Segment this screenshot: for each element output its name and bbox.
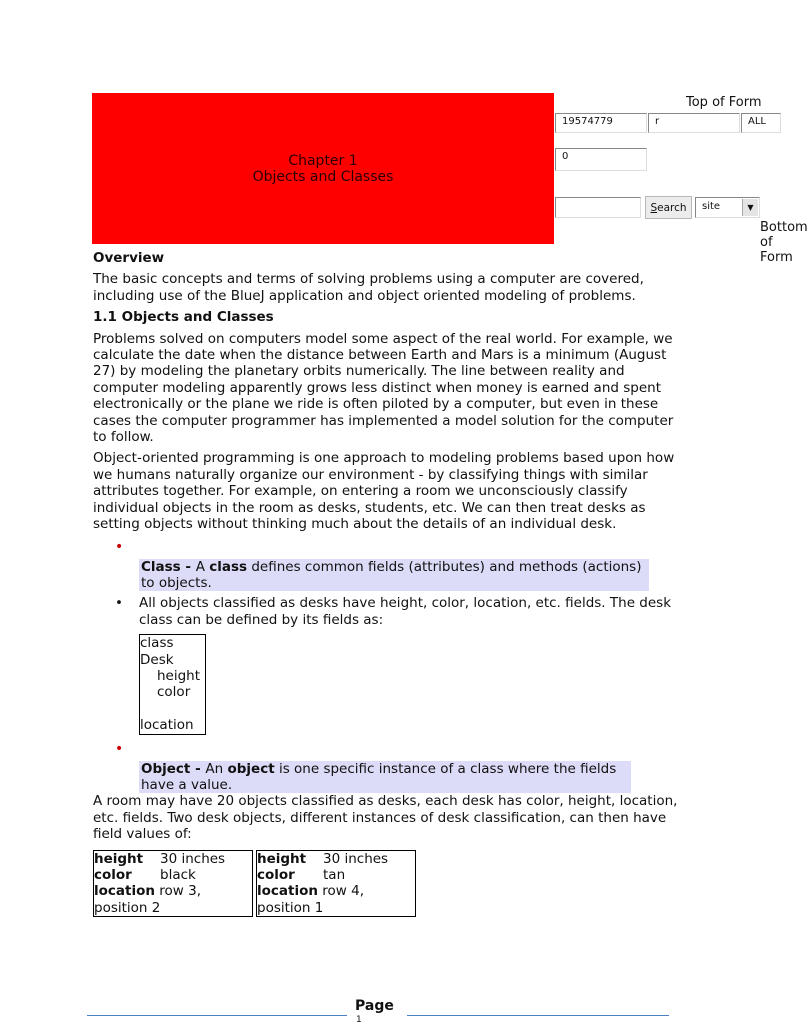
chapter-banner	[92, 93, 554, 244]
height-label: height	[94, 850, 144, 867]
document-body	[93, 250, 678, 917]
section-heading: 1.1 Objects and Classes	[93, 309, 274, 326]
location-value-2: position 2	[94, 899, 161, 916]
color-label: color	[257, 866, 295, 883]
location-value-2: position 1	[257, 899, 324, 916]
r-field[interactable]: r	[648, 113, 740, 133]
number-field[interactable]: 0	[555, 148, 647, 171]
all-field[interactable]: ALL	[741, 113, 781, 133]
location-label: location	[257, 883, 318, 900]
paragraph-3: A room may have 20 objects classified as desks, each desk has color, height, location, etc. fields. Two desk objects, different instances of desk classification, can then have field values of:	[93, 793, 678, 843]
footer-rule-left	[87, 1015, 347, 1016]
class-def-pre: A	[195, 558, 210, 575]
search-button-label: earch	[657, 201, 687, 214]
code-line	[140, 701, 205, 717]
red-bullet: •	[115, 538, 124, 555]
color-label: color	[94, 866, 132, 883]
desk-class-code	[139, 634, 206, 734]
location-value: row 3,	[159, 883, 202, 900]
code-line: location	[140, 717, 194, 734]
object-bold: object	[227, 760, 275, 777]
black-bullet: •	[115, 595, 123, 612]
class-definition	[139, 559, 649, 592]
class-def-text: defines common fields (attributes) and methods (actions) to objects.	[141, 558, 642, 591]
id-field[interactable]: 19574779	[555, 113, 647, 133]
location-label: location	[94, 883, 155, 900]
chapter-title: Objects and Classes	[252, 168, 394, 185]
search-button-hotkey: S	[650, 201, 658, 214]
desk-item-text: All objects classified as desks have height, color, location, etc. fields. The desk class can be defined by its fields as:	[139, 595, 672, 628]
desk-2-table	[256, 850, 416, 918]
color-value: black	[160, 866, 196, 883]
object-def-pre: An	[205, 760, 228, 777]
site-select[interactable]	[695, 197, 760, 218]
paragraph-2: Object-oriented programming is one approach to modeling problems based upon how we humans naturally organize our environment - by classifying things with similar attributes together. For example, on entering a room we unconsciously classify individual objects in the room as desks, students, etc. We can then treat desks as setting objects without thinking much about the details of an individual desk.	[93, 450, 675, 533]
code-line: class	[140, 635, 174, 652]
object-def-text: is one specific instance of a class where the fields have a value.	[141, 760, 617, 793]
search-input[interactable]	[555, 197, 641, 218]
paragraph-1: Problems solved on computers model some aspect of the real world. For example, we calculate the date when the distance between Earth and Mars is a minimum (August 27) by modeling the planetary orbits numerically. The line between reality and computer modeling apparently grows less distinct when money is earned and spent electronically or the plane we ride is often piloted by a computer, but even in these cases the computer programmer has implemented a model solution for the computer to follow.	[93, 330, 674, 446]
site-select-value: site	[702, 201, 721, 212]
overview-heading: Overview	[93, 250, 165, 266]
height-value: 30 inches	[323, 850, 389, 867]
desk-1-table	[93, 850, 253, 918]
top-of-form-label: Top of Form	[686, 95, 762, 110]
color-value: tan	[323, 866, 346, 883]
location-value: row 4,	[322, 883, 365, 900]
list-item	[115, 595, 678, 628]
search-button[interactable]	[645, 196, 692, 219]
code-line: Desk	[140, 651, 174, 668]
chevron-down-icon[interactable]: ▼	[742, 199, 758, 216]
red-bullet: •	[115, 740, 124, 757]
height-label: height	[257, 850, 307, 867]
object-definition	[139, 761, 631, 794]
page-label: Page	[355, 998, 394, 1014]
class-bold: class	[209, 558, 248, 575]
overview-paragraph: The basic concepts and terms of solving problems using a computer are covered, including use of the BlueJ application and object oriented modeling of problems.	[93, 271, 644, 304]
code-line: height	[157, 667, 201, 684]
chapter-number: Chapter 1	[288, 152, 358, 169]
desk-tables	[93, 850, 678, 918]
footer-rule-right	[407, 1015, 669, 1016]
object-term: Object -	[141, 760, 206, 777]
class-term: Class -	[141, 558, 196, 575]
page-number: 1	[356, 1015, 362, 1025]
code-line: color	[157, 684, 191, 701]
height-value: 30 inches	[160, 850, 226, 867]
bottom-of-form-label: Bottom of Form	[760, 220, 808, 265]
